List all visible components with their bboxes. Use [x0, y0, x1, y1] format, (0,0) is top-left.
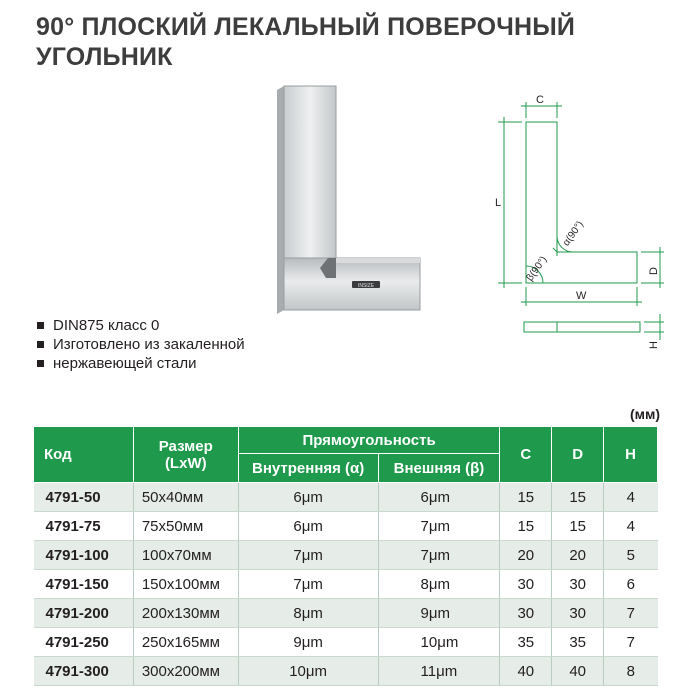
label-beta: β(90°) [524, 254, 550, 284]
table-row [34, 570, 658, 599]
cell-outer: 10μm [378, 628, 500, 657]
title-line-2: УГОЛЬНИК [36, 43, 173, 71]
header-c: C [500, 427, 552, 483]
cell-c: 15 [500, 512, 552, 541]
cell-code: 4791-150 [34, 570, 134, 599]
label-d: D [648, 267, 660, 275]
cell-outer: 9μm [378, 599, 500, 628]
cell-code: 4791-75 [34, 512, 134, 541]
table-row [34, 628, 658, 657]
unit-label: (мм) [629, 406, 660, 422]
header-size [133, 427, 238, 483]
cell-code: 4791-300 [34, 657, 134, 686]
cell-d: 15 [552, 512, 604, 541]
cell-h: 4 [604, 512, 658, 541]
cell-code: 4791-100 [34, 541, 134, 570]
cell-outer: 7μm [378, 541, 500, 570]
cell-size: 300x200мм [133, 657, 238, 686]
table-row [34, 657, 658, 686]
cell-c: 15 [500, 483, 552, 512]
cell-h: 4 [604, 483, 658, 512]
title-line-1: 90° ПЛОСКИЙ ЛЕКАЛЬНЫЙ ПОВЕРОЧНЫЙ [36, 13, 576, 41]
label-h: H [648, 341, 660, 349]
cell-inner: 6μm [238, 512, 378, 541]
cell-h: 7 [604, 599, 658, 628]
cell-code: 4791-50 [34, 483, 134, 512]
cell-size: 50x40мм [133, 483, 238, 512]
square-blade-edge [277, 86, 284, 314]
drawing-relief [553, 248, 557, 256]
header-squareness: Прямоугольность [238, 427, 500, 454]
label-l: L [495, 197, 502, 209]
square-stock-top [328, 258, 420, 263]
cell-inner: 7μm [238, 541, 378, 570]
cell-c: 30 [500, 599, 552, 628]
cell-inner: 10μm [238, 657, 378, 686]
table-row [34, 541, 658, 570]
cell-c: 40 [500, 657, 552, 686]
cell-d: 30 [552, 570, 604, 599]
cell-inner: 9μm [238, 628, 378, 657]
cell-d: 40 [552, 657, 604, 686]
cell-h: 6 [604, 570, 658, 599]
cell-outer: 6μm [378, 483, 500, 512]
label-alpha: α(90°) [560, 219, 586, 249]
cell-c: 35 [500, 628, 552, 657]
table-row [34, 599, 658, 628]
cell-d: 30 [552, 599, 604, 628]
cell-size: 150x100мм [133, 570, 238, 599]
cell-size: 100x70мм [133, 541, 238, 570]
feature-list [36, 316, 245, 373]
header-code: Код [34, 427, 134, 483]
cell-outer: 7μm [378, 512, 500, 541]
header-d: D [552, 427, 604, 483]
cell-inner: 6μm [238, 483, 378, 512]
page-title [36, 12, 575, 72]
cell-inner: 8μm [238, 599, 378, 628]
cell-d: 20 [552, 541, 604, 570]
header-outer: Внешняя (β) [378, 454, 500, 483]
table-row [34, 512, 658, 541]
cell-size: 200x130мм [133, 599, 238, 628]
cell-h: 8 [604, 657, 658, 686]
cell-h: 5 [604, 541, 658, 570]
cell-h: 7 [604, 628, 658, 657]
cell-code: 4791-200 [34, 599, 134, 628]
header-h: H [604, 427, 658, 483]
label-w: W [576, 290, 587, 302]
header-inner: Внутренняя (α) [238, 454, 378, 483]
feature-item: DIN875 класс 0 [36, 316, 245, 335]
cell-inner: 7μm [238, 570, 378, 599]
cell-d: 35 [552, 628, 604, 657]
cell-size: 75x50мм [133, 512, 238, 541]
technical-drawing [490, 88, 670, 358]
cell-outer: 11μm [378, 657, 500, 686]
spec-table [33, 426, 658, 686]
cell-c: 30 [500, 570, 552, 599]
side-view [524, 322, 640, 332]
feature-item: Изготовлено из закаленной [36, 335, 245, 354]
cell-code: 4791-250 [34, 628, 134, 657]
cell-size: 250x165мм [133, 628, 238, 657]
cell-d: 15 [552, 483, 604, 512]
product-photo [270, 82, 430, 316]
cell-outer: 8μm [378, 570, 500, 599]
table-row [34, 483, 658, 512]
cell-c: 20 [500, 541, 552, 570]
feature-item-continuation: нержавеющей стали [36, 354, 245, 373]
header-size-line2: (LxW) [164, 454, 207, 472]
square-blade [284, 86, 336, 258]
brand-mark: INSIZE [357, 283, 375, 289]
label-c: C [536, 94, 544, 106]
header-size-line1: Размер [158, 437, 213, 455]
